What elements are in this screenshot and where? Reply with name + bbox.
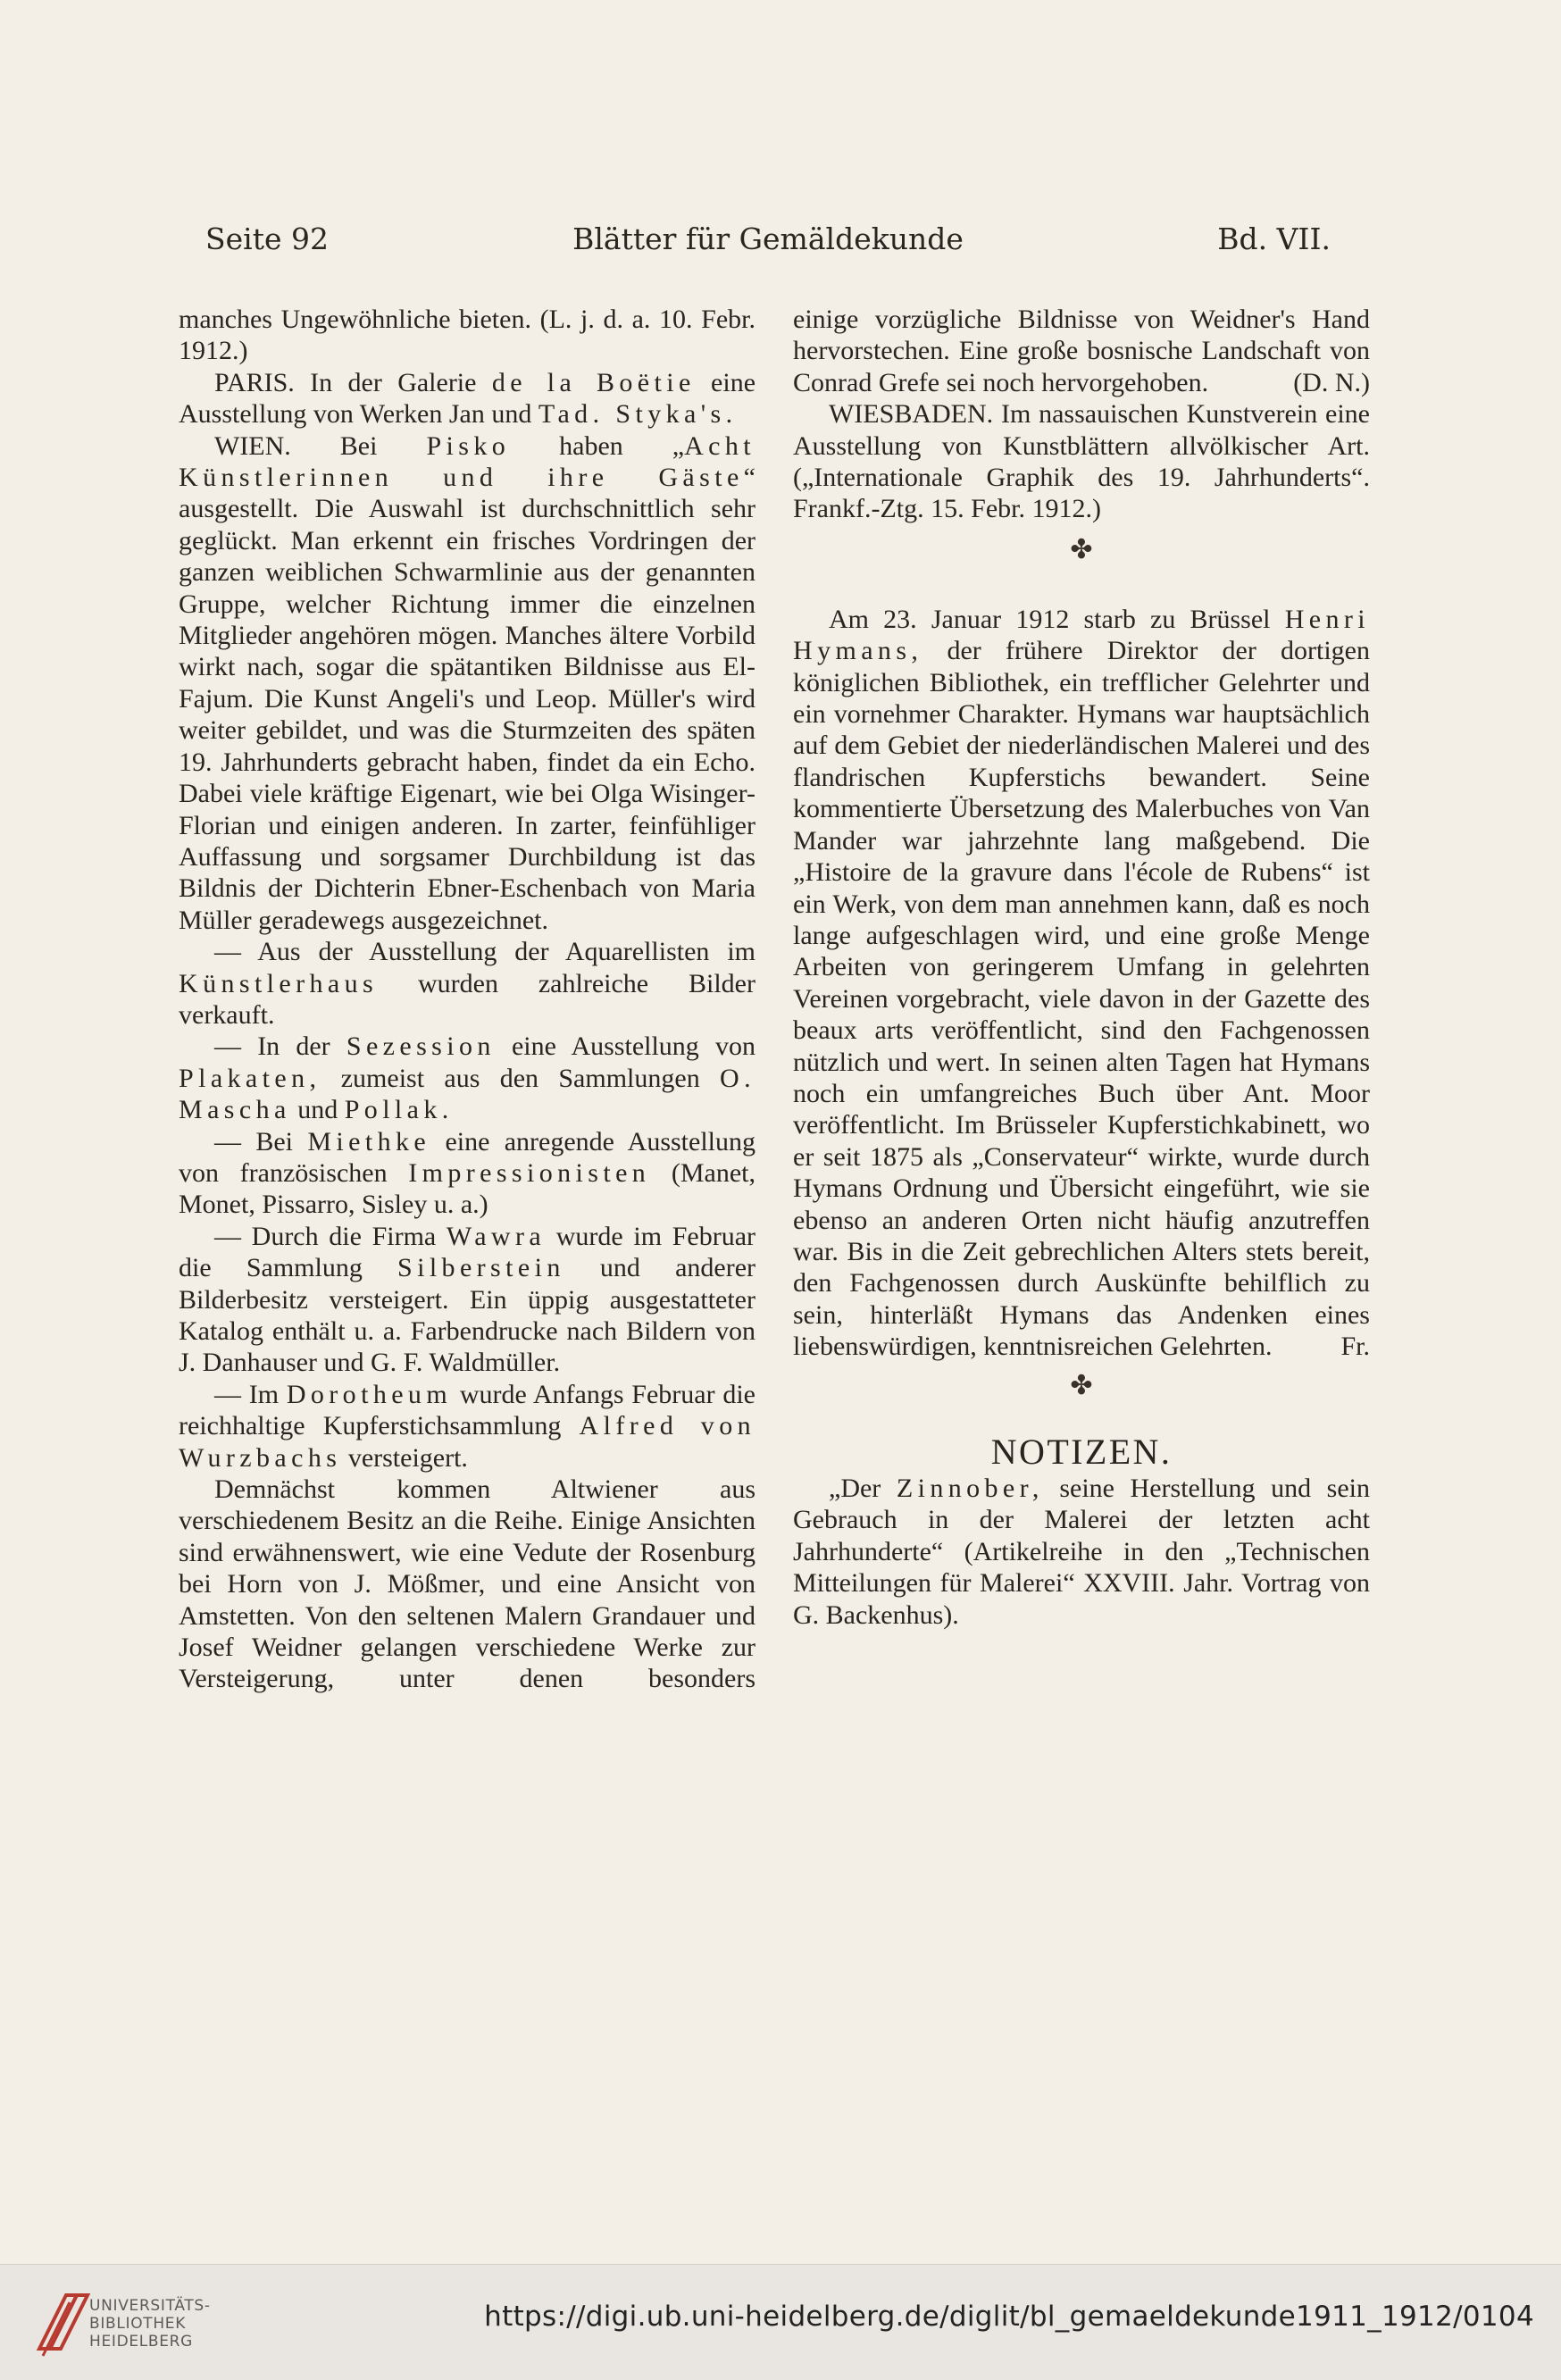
paragraph-kuenstlerhaus: — Aus der Ausstellung der Aquarellisten im Künstlerhaus wurden zahlreiche Bilder verkauft. — [179, 937, 755, 1030]
signature: Fr. — [1340, 1332, 1370, 1362]
library-name: UNIVERSITÄTS- BIBLIOTHEK HEIDELBERG — [89, 2297, 211, 2351]
left-column — [179, 304, 755, 1695]
journal-title: Blätter für Gemäldekunde — [572, 221, 964, 256]
paragraph-miethke: — Bei Miethke eine anregende Ausstellung von französischen Impressionisten (Manet, Monet, Pissarro, Sisley u. a.) — [179, 1126, 755, 1220]
viewer-footer — [0, 2264, 1561, 2380]
permalink-url[interactable]: https://digi.ub.uni-heidelberg.de/diglit/bl_gemaeldekunde1911_1912/0104 — [484, 2301, 1534, 2333]
running-header — [205, 221, 1331, 266]
section-heading: NOTIZEN. — [990, 1431, 1173, 1472]
ornament-icon: ✤ — [1070, 534, 1093, 564]
paragraph-sezession: — In der Sezession eine Ausstellung von Plakaten, zumeist aus den Sammlungen O. Mascha und Pollak. — [179, 1031, 755, 1125]
right-column — [793, 304, 1370, 1631]
library-logo-icon — [30, 2286, 98, 2359]
paragraph-dorotheum: — Im Dorotheum wurde Anfangs Februar die reichhaltige Kupferstichsammlung Alfred von Wurzbachs versteigert. — [179, 1379, 755, 1473]
signature: (D. N.) — [1293, 367, 1370, 397]
ornament-icon: ✤ — [1070, 1370, 1093, 1400]
page-number: Seite 92 — [205, 221, 329, 256]
paragraph-wiesbaden: WIESBADEN. Im nassauischen Kunstverein eine Ausstellung von Kunstblättern allvölkischer Art. („Internationale Graphik des 19. Jahrhunderts“. Frankf.-Ztg. 15. Febr. 1912.) — [793, 399, 1370, 524]
paragraph-altwiener: Demnächst kommen Altwiener aus verschiedenem Besitz an die Reihe. Einige Ansichten sind erwähnenswert, wie eine Vedute der Rosenburg bei Horn von J. Mößmer, und eine Ansicht von Amstetten. Von den seltenen Malern Grandauer und Josef Weidner gelangen verschiedene Werke zur Versteigerung, unter denen besonders — [179, 1474, 755, 1694]
paragraph-zinnober: „Der Zinnober, seine Herstellung und sein Gebrauch in der Malerei der letzten acht Jahrhunderte“ (Artikelreihe in den „Technischen Mitteilungen für Malerei“ XXVIII. Jahr. Vortrag von G. Backenhus). — [793, 1474, 1370, 1630]
paragraph: manches Ungewöhnliche bieten. (L. j. d. a. 10. Febr. 1912.) — [179, 305, 755, 366]
paragraph-paris: PARIS. In der Galerie de la Boëtie eine Ausstellung von Werken Jan und Tad. Styka's. — [179, 367, 756, 430]
paragraph-wien: WIEN. Bei Pisko haben „Acht Künstlerinnen und ihre Gäste“ ausgestellt. Die Auswahl ist durchschnittlich sehr geglückt. Man erkennt ein frisches Vordringen der ganzen weiblichen Schwarmlinie aus der genannten Gruppe, welcher Richtung immer die einzelnen Mitglieder angehören mögen. Manches ältere Vorbild wirkt nach, sogar die spätantiken Bildnisse aus El-Fajum. Die Kunst Angeli's und Leop. Müller's wird weiter gebildet, und was die Sturmzeiten des späten 19. Jahrhunderts gebracht haben, findet da ein Echo. Dabei viele kräftige Eigenart, wie bei Olga Wisinger-Florian und einigen anderen. In zarter, feinfühliger Auffassung und sorgsamer Durchbildung ist das Bildnis der Dichterin Ebner-Eschenbach von Maria Müller geradewegs ausgezeichnet. — [179, 430, 755, 935]
paragraph-weidner: einige vorzügliche Bildnisse von Weidner's Hand hervorstechen. Eine große bosnische Landschaft von Conrad Grefe sei noch hervorgehoben. (D. N.) — [793, 305, 1370, 397]
volume-label: Bd. VII. — [1217, 221, 1331, 256]
paragraph-wawra: — Durch die Firma Wawra wurde im Februar die Sammlung Silberstein und anderer Bilderbesitz versteigert. Ein üppig ausgestatteter Katalog enthält u. a. Farbendrucke nach Bildern von J. Danhauser und G. F. Waldmüller. — [179, 1221, 756, 1378]
paragraph-hymans: Am 23. Januar 1912 starb zu Brüssel Henri Hymans, der frühere Direktor der dortigen königlichen Bibliothek, ein trefflicher Gelehrter und ein vornehmer Charakter. Hymans war hauptsächlich auf dem Gebiet der niederländischen Malerei und des flandrischen Kupferstichs bewandert. Seine kommentierte Übersetzung des Malerbuches von Van Mander war jahrzehnte lang maßgebend. Die „Histoire de la gravure dans l'école de Rubens“ ist ein Werk, von dem man annehmen kann, daß es noch lange aufgeschlagen wird, und eine große Menge Arbeiten von geringerem Umfang in gelehrten Vereinen vorgebracht, viele davon in der Gazette des beaux arts veröffentlicht, sind den Fachgenossen nützlich und wert. In seinen alten Tagen hat Hymans noch ein umfangreiches Buch über Ant. Moor veröffentlicht. Im Brüsseler Kupferstichkabinett, wo er seit 1875 als „Conservateur“ wirkte, wurde durch Hymans Ordnung und Übersicht eingeführt, wie sie ebenso an anderen Orten nicht häufig anzutreffen war. Bis in die Zeit gebrechlichen Alters stets bereit, den Fachgenossen durch Auskünfte behilflich zu sein, hinterläßt Hymans das Andenken eines liebenswürdigen, kenntnisreichen Gelehrten. Fr. — [793, 604, 1370, 1362]
